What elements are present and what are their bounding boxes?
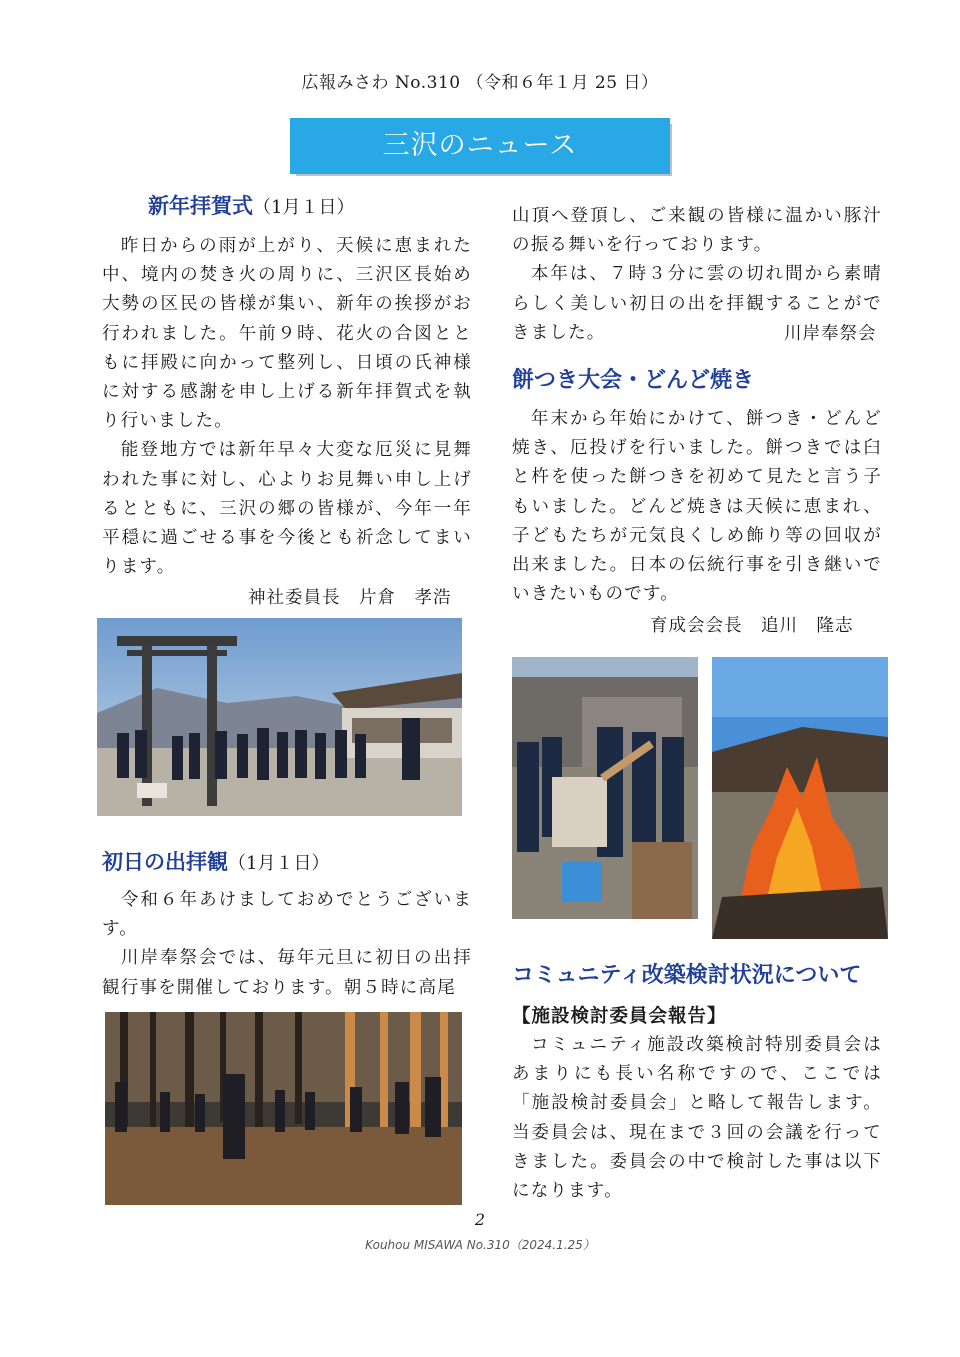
sunrise-title: 初日の出拝観 [102,850,228,874]
news-banner: 三沢のニュース [290,118,670,174]
mochi-paragraph [512,405,882,609]
mochi-body [512,405,882,609]
shrine-gathering-photo [97,618,462,816]
sunrise-heading [102,846,329,876]
page-number: 2 [474,1210,486,1229]
community-body [512,1031,882,1206]
newyear-para1: 昨日からの雨が上がり、天候に恵まれた中、境内の焚き火の周りに、三沢区長始め大勢の区民の皆様が集い、新年の挨拶がお行われました。午前９時、花火の合図とともに拝殿に向かって整列し、日頃の氏神様に対する感謝を申し上げる新年拝賀式を執り行いました。 [102,236,472,432]
community-para1: コミュニティ施設改築検討特別委員会はあまりにも長い名称ですので、ここでは「施設検討委員会」と略して報告します。当委員会は、現在まで３回の会議を行ってきました。委員会の中で検討した事は以下になります。 [512,1035,882,1202]
footer-credit: Kouhou MISAWA No.310（2024.1.25） [365,1238,595,1252]
newsletter-header: 広報みさわ No.310 （令和６年１月 25 日） [301,73,659,93]
newyear-heading [148,190,354,220]
sunrise-para3: 本年は、７時３分に雲の切れ間から素晴らしく美しい初日の出を拝観することができました。 [512,264,882,343]
newyear-body [102,232,472,582]
mochi-signature: 育成会会長 追川 隆志 [650,616,854,636]
community-paragraph [512,1031,882,1206]
sunrise-signature: 川岸奉祭会 [784,324,877,344]
newyear-signature: 神社委員長 片倉 孝浩 [248,588,452,608]
newyear-paragraph [102,436,472,582]
community-subheading: 【施設検討委員会報告】 [512,1006,727,1027]
sunrise-body [102,886,472,1003]
mochi-para1: 年末から年始にかけて、餅つき・どんど焼き、厄投げを行いました。餅つきでは臼と杵を使った餅つきを初めて見たと言う子もいました。どんど焼きは天候に恵まれ、子どもたちが元気良くしめ飾り等の回収が出来ました。日本の伝統行事を引き継いでいきたいものです。 [512,409,882,605]
sunrise-paragraph [102,944,472,1002]
sunrise-para1: 令和６年あけましておめでとうございます。 [102,890,472,940]
newyear-paragraph [102,232,472,436]
newyear-para2: 能登地方では新年早々大変な厄災に見舞われた事に対し、心よりお見舞い申し上げるとともに、三沢の郷の皆様が、今年一年平穏に過ごせる事を今後とも祈念してまいります。 [102,440,472,578]
mochi-heading: 餅つき大会・どんど焼き [512,368,755,393]
newyear-title: 新年拝賀式 [148,194,253,218]
sunrise-paragraph [102,886,472,944]
sunrise-para2: 川岸奉祭会では、毎年元旦に初日の出拝観行事を開催しております。朝５時に高尾 [102,948,472,998]
community-heading: コミュニティ改築検討状況について [512,963,862,988]
dondo-bonfire-photo [712,657,888,939]
sunrise-viewing-photo [105,1012,462,1205]
newyear-date: （1月１日） [253,197,355,218]
sunrise-date: （1月１日） [228,853,330,874]
sunrise-continued-text: 山頂へ登頂し、ご来観の皆様に温かい豚汁の振る舞いを行っております。 [512,206,882,256]
mochi-pounding-photo [512,657,698,919]
